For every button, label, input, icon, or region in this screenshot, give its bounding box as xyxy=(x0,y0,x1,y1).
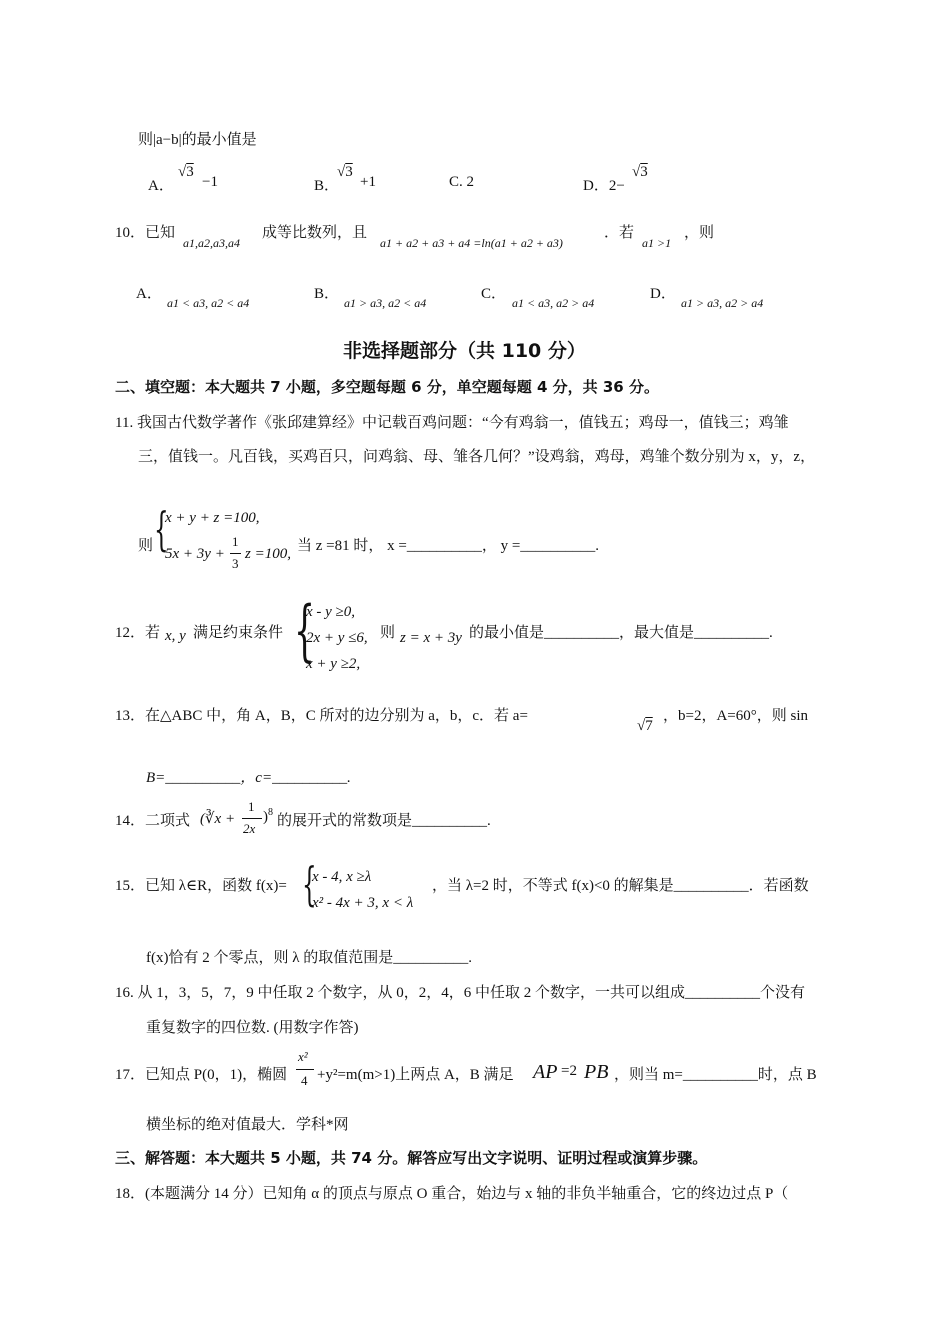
q14-fraction-den: 2x xyxy=(243,821,256,836)
q12-vars: x, y xyxy=(165,628,186,644)
q11-fraction-den: 3 xyxy=(232,556,239,571)
q9-option-b-radical: √3 xyxy=(337,164,353,180)
q9-option-d-radical: √3 xyxy=(632,164,648,180)
q9-option-a-label: A． xyxy=(148,178,174,194)
q10-option-d-label: D． xyxy=(650,286,676,302)
q14-tail: 的展开式的常数项是__________. xyxy=(277,813,491,829)
q10-option-a: a1 < a3, a2 < a4 xyxy=(167,296,250,310)
q14-power: 8 xyxy=(268,807,273,818)
q17-vector-ap: AP xyxy=(533,1061,558,1083)
q14-fraction-num: 1 xyxy=(248,799,255,814)
q17-fraction-num: x² xyxy=(298,1049,308,1064)
q13-radical: √7 xyxy=(637,718,653,734)
q9-stem: 则|a−b|的最小值是 xyxy=(138,132,257,148)
q9-option-a-tail: −1 xyxy=(202,174,218,190)
q12-then: 则 xyxy=(380,625,396,641)
q15-case-1: x - 4, x ≥λ xyxy=(312,869,372,885)
q15-tail: ，当 λ=2 时，不等式 f(x)<0 的解集是__________．若函数 xyxy=(432,878,809,894)
q12-constraint-2: 2x + y ≤6, xyxy=(306,630,368,646)
q9-option-b-tail: +1 xyxy=(360,174,376,190)
q16-line2: 重复数字的四位数. (用数字作答) xyxy=(146,1020,359,1036)
q14-expr-a: (∛x + xyxy=(200,811,236,827)
q9-option-b-label: B． xyxy=(314,178,340,194)
q11-brace: { xyxy=(154,502,169,556)
q11-line2: 三，值钱一。凡百钱，买鸡百只，问鸡翁、母、雏各几何？”设鸡翁，鸡母，鸡雏个数分别为 x，y，z， xyxy=(138,449,816,465)
q10-then: ．若 xyxy=(604,225,635,241)
q15-line2: f(x)恰有 2 个零点，则 λ 的取值范围是__________. xyxy=(146,950,473,966)
q11-equation-1: x + y + z =100, xyxy=(165,510,260,526)
q11-equation-2a: 5x + 3y + xyxy=(165,546,225,562)
q12-constraint-1: x - y ≥0, xyxy=(306,604,356,620)
q17-line2: 横坐标的绝对值最大．学科*网 xyxy=(146,1117,349,1133)
q11-tail: 当 z =81 时， x =__________， y =__________. xyxy=(297,538,600,554)
section-title: 非选择题部分（共 110 分） xyxy=(343,340,586,362)
q17-pre: 17．已知点 P(0，1)，椭圆 xyxy=(115,1067,288,1083)
q17-tail: ，则当 m=__________时，点 B xyxy=(614,1067,817,1083)
q11-then: 则 xyxy=(138,538,154,554)
q12-brace: { xyxy=(294,592,315,669)
q15-pre: 15．已知 λ∈R，函数 f(x)= xyxy=(115,878,287,894)
q13-line1: 13．在△ABC 中，角 A，B，C 所对的边分别为 a，b，c．若 a= xyxy=(115,708,528,724)
q10-number: 10．已知 xyxy=(115,225,176,241)
q15-brace: { xyxy=(302,857,317,911)
q10-equation: a1 + a2 + a3 + a4 =ln(a1 + a2 + a3) xyxy=(380,236,563,250)
q10-then2: ，则 xyxy=(684,225,715,241)
q16-line1: 16. 从 1，3，5，7，9 中任取 2 个数字，从 0，2，4，6 中任取 2 个数字，一共可以组成__________个没有 xyxy=(115,985,806,1001)
q14-fraction-bar xyxy=(242,818,262,819)
q12-number: 12．若 xyxy=(115,625,161,641)
q17-vector-pb: PB xyxy=(584,1061,609,1083)
q10-mid: 成等比数列，且 xyxy=(262,225,368,241)
q14-expr-b: ) xyxy=(263,809,268,825)
q13-line1b: ，b=2，A=60°，则 sin xyxy=(663,708,809,724)
q11-fraction-bar xyxy=(230,553,241,554)
q18-line1: 18．(本题满分 14 分）已知角 α 的顶点与原点 O 重合，始边与 x 轴的非负半轴重合，它的终边过点 P（ xyxy=(115,1186,789,1202)
q9-option-a-radical: √3 xyxy=(178,164,194,180)
q17-fraction-bar xyxy=(296,1069,314,1070)
q12-constraint-3: x + y ≥2, xyxy=(306,656,361,672)
q14-pre: 14．二项式 xyxy=(115,813,191,829)
q10-option-c: a1 < a3, a2 > a4 xyxy=(512,296,595,310)
q12-mid: 满足约束条件 xyxy=(193,625,284,641)
q11-fraction-num: 1 xyxy=(232,534,239,549)
q13-line2: B=__________，c=__________. xyxy=(146,770,351,786)
q17-equals: =2 xyxy=(561,1063,577,1079)
q9-option-c: C. 2 xyxy=(449,174,475,190)
q10-option-b-label: B． xyxy=(314,286,340,302)
q10-option-d: a1 > a3, a2 > a4 xyxy=(681,296,764,310)
q9-option-d-label: D．2− xyxy=(583,178,625,194)
part2-heading: 二、填空题：本大题共 7 小题，多空题每题 6 分，单空题每题 4 分，共 36 分。 xyxy=(115,378,659,396)
q10-option-c-label: C． xyxy=(481,286,507,302)
q11-line1: 11. 我国古代数学著作《张邱建算经》中记载百鸡问题：“今有鸡翁一，值钱五；鸡母一，值钱三；鸡雏 xyxy=(115,415,789,431)
q10-sequence: a1,a2,a3,a4 xyxy=(183,236,240,250)
q17-fraction-den: 4 xyxy=(301,1073,308,1088)
q10-option-a-label: A． xyxy=(136,286,162,302)
q12-tail: 的最小值是__________，最大值是__________. xyxy=(469,625,773,641)
q12-objective: z = x + 3y xyxy=(400,630,462,646)
q10-condition: a1 >1 xyxy=(642,236,672,250)
q11-equation-2b: z =100, xyxy=(245,546,291,562)
part3-heading: 三、解答题：本大题共 5 小题，共 74 分。解答应写出文字说明、证明过程或演算步骤。 xyxy=(115,1149,708,1167)
q9-option-a xyxy=(148,174,174,195)
q15-case-2: x² - 4x + 3, x < λ xyxy=(312,895,414,911)
q17-mid: +y²=m(m>1)上两点 A，B 满足 xyxy=(317,1067,514,1083)
q10-option-b: a1 > a3, a2 < a4 xyxy=(344,296,427,310)
